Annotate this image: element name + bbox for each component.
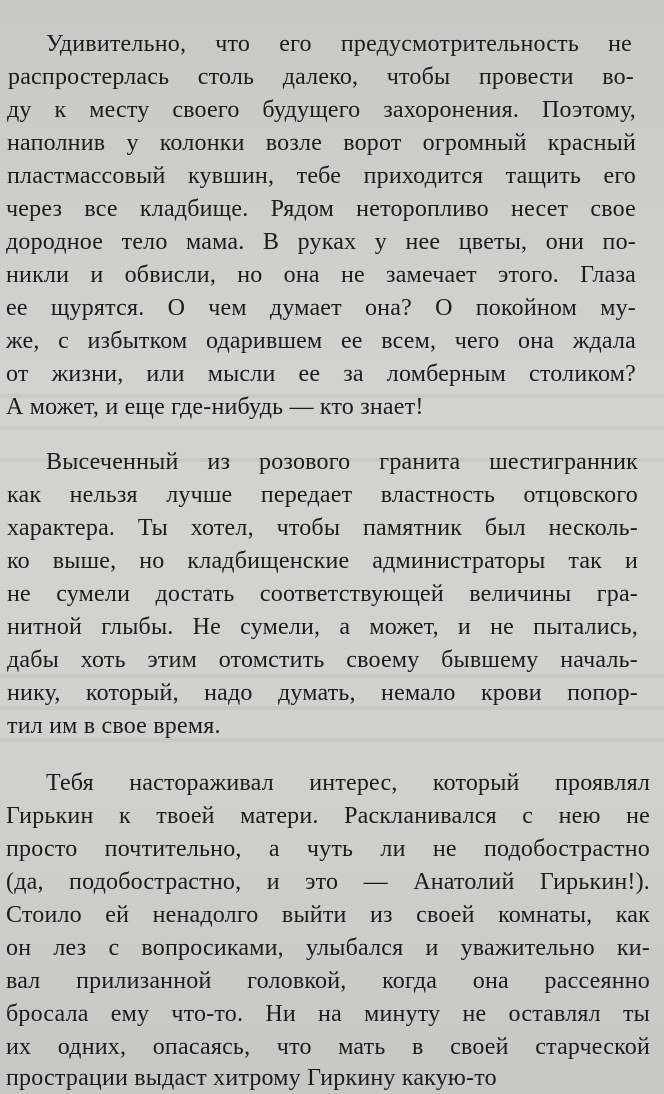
text-line: ду к месту своего будущего захоронения. Поэтому, [7, 97, 636, 123]
text-line: наполнив у колонки возле ворот огромный красный [7, 130, 636, 156]
text-line: распростерлась столь далеко, чтобы провести во- [8, 64, 634, 90]
text-line: просто почтительно, а чуть ли не подобострастно [6, 836, 650, 862]
text-line: же, с избытком одарившем ее всем, чего она ждала [6, 328, 636, 354]
text-line: как нельзя лучше передает властность отцовского [7, 482, 638, 508]
text-line: дабы хоть этим отомстить своему бывшему началь- [7, 647, 638, 673]
text-line: прострации выдаст хитрому Гиркину какую-то [6, 1065, 497, 1091]
text-line: (да, подобострастно, и это — Анатолий Гирькин!). [6, 869, 650, 895]
text-line: Гирькин к твоей матери. Раскланивался с нею не [6, 803, 650, 829]
text-line: тил им в свое время. [7, 713, 221, 739]
text-line: бросала ему что-то. Ни на минуту не оставлял ты [6, 1001, 650, 1027]
text-line: ее щурятся. О чем думает она? О покойном му- [6, 295, 636, 321]
text-line: он лез с вопросиками, улыбался и уважительно ки- [6, 935, 650, 961]
text-line: не сумели достать соответствующей величины гра- [7, 581, 638, 607]
text-line: А может, и еще где-нибудь — кто знает! [6, 394, 424, 420]
text-line: ко выше, но кладбищенские администраторы так и [7, 548, 638, 574]
text-line: Удивительно, что его предусмотрительность не [46, 31, 632, 57]
text-line: Стоило ей ненадолго выйти из своей комнаты, как [6, 902, 650, 928]
text-line: нитной глыбы. Не сумели, а может, и не пытались, [7, 614, 638, 640]
text-line: дородное тело мама. В руках у нее цветы, они по- [6, 229, 636, 255]
text-line: характера. Ты хотел, чтобы памятник был несколь- [7, 515, 638, 541]
text-line: от жизни, или мысли ее за ломберным столиком? [6, 361, 636, 387]
text-line: вал прилизанной головкой, когда она рассеянно [6, 968, 650, 994]
text-line: через все кладбище. Рядом неторопливо несет свое [6, 196, 636, 222]
text-line: пластмассовый кувшин, тебе приходится тащить его [7, 163, 636, 189]
text-line: никли и обвисли, но она не замечает этого. Глаза [6, 262, 636, 288]
text-line: Тебя настораживал интерес, который проявлял [46, 770, 650, 796]
text-line: их одних, опасаясь, что мать в своей старческой [6, 1034, 650, 1060]
text-line: Высеченный из розового гранита шестигранник [46, 449, 638, 475]
text-line: нику, который, надо думать, немало крови попор- [7, 680, 638, 706]
